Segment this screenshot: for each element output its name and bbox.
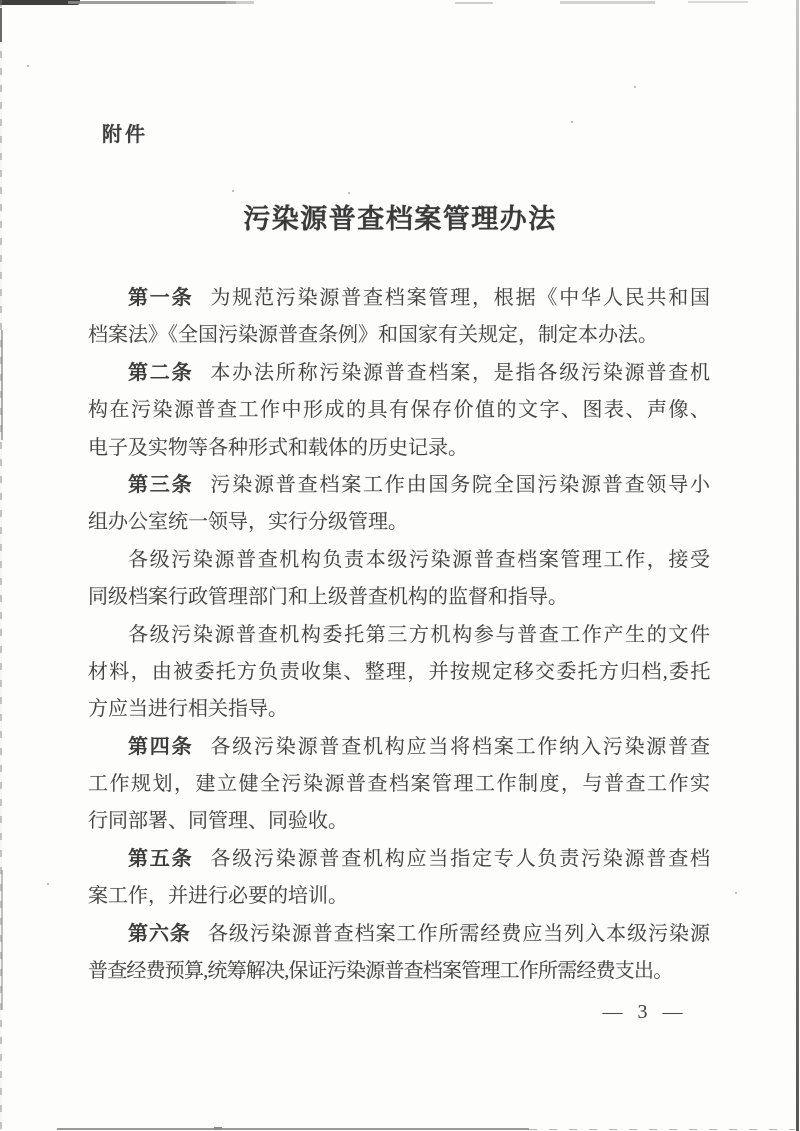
article-number: 第五条 (128, 847, 194, 870)
body-line-text: 本办法所称污染源普查档案，是指各级污染源普查机 (210, 361, 711, 384)
body-line (88, 803, 710, 840)
body-line (88, 617, 710, 654)
body-line (88, 953, 710, 990)
scan-artifact-top-edge (688, 1, 748, 3)
scan-artifact-left-edge (1, 870, 3, 1010)
dust-speck (735, 892, 737, 894)
dust-speck (634, 86, 636, 88)
body-line (88, 504, 710, 541)
body-line-text: 档案法》《全国污染源普查条例》和国家有关规定，制定本办法。 (88, 324, 658, 347)
body-line (88, 766, 710, 803)
attachment-label: 附件 (102, 124, 148, 146)
scan-artifact-top-edge (226, 1, 254, 4)
dust-speck (571, 121, 573, 123)
body-line-text: 普查经费预算,统筹解决,保证污染源普查档案管理工作所需经费支出。 (88, 960, 673, 983)
body-line (88, 430, 710, 467)
body-line-text: 污染源普查档案工作由国务院全国污染源普查领导小 (210, 473, 711, 496)
scan-artifact-top-edge (68, 1, 236, 4)
body-line-text: 各级污染源普查机构委托第三方机构参与普查工作产生的文件 (128, 623, 710, 646)
scan-artifact-bottom-edge (57, 1128, 529, 1130)
body-line-text: 构在污染源普查工作中形成的具有保存价值的文字、图表、声像、 (88, 399, 710, 422)
body-line (88, 841, 710, 878)
scan-artifact-bottom-edge (529, 1129, 795, 1131)
body-line (88, 317, 710, 354)
dust-speck (232, 190, 234, 192)
scan-artifact-left-edge (0, 0, 2, 1131)
article-number: 第四条 (128, 735, 194, 758)
body-line-text: 同级档案行政管理部门和上级普查机构的监督和指导。 (88, 586, 568, 609)
body-line (88, 654, 710, 691)
body-line (88, 542, 710, 579)
scan-artifact-left-edge (1, 330, 3, 440)
body-line-text: 各级污染源普查机构应当将档案工作纳入污染源普查 (210, 735, 711, 758)
scan-artifact-top-edge (0, 0, 80, 5)
article-number: 第二条 (128, 361, 194, 384)
scan-artifact-bottom-edge (214, 1127, 222, 1130)
body-line-text: 为规范污染源普查档案管理，根据《中华人民共和国 (210, 287, 711, 309)
body-line (88, 878, 710, 915)
scan-artifact-right-edge (796, 0, 799, 1131)
dust-speck (47, 883, 49, 885)
article-number: 第三条 (128, 473, 194, 496)
body-line-text: 方应当进行相关指导。 (88, 698, 288, 721)
article-number: 第六条 (128, 922, 191, 945)
scan-artifact-top-edge (560, 1, 655, 4)
body-line (88, 729, 710, 766)
body-line (88, 916, 710, 953)
body-line-text: 各级污染源普查机构负责本级污染源普查档案管理工作，接受 (128, 548, 710, 571)
scan-artifact-top-edge (455, 2, 493, 4)
document-body (88, 280, 710, 990)
body-line-text: 各级污染源普查档案工作所需经费应当列入本级污染源 (207, 922, 711, 945)
body-line-text: 工作规划，建立健全污染源普查档案管理工作制度，与普查工作实 (88, 773, 710, 796)
body-line (88, 691, 710, 728)
body-line-text: 材料，由被委托方负责收集、整理，并按规定移交委托方归档,委托 (88, 660, 710, 683)
body-line-text: 电子及实物等各种形式和载体的历史记录。 (88, 436, 468, 459)
body-line (88, 355, 710, 392)
dust-speck (27, 65, 29, 67)
body-line (88, 280, 710, 317)
body-line-text: 案工作，并进行必要的培训。 (88, 885, 348, 908)
article-number: 第一条 (128, 287, 194, 309)
scan-artifact-left-edge (0, 8, 2, 42)
body-line-text: 行同部署、同管理、同验收。 (88, 810, 348, 833)
body-line-text: 组办公室统一领导，实行分级管理。 (88, 511, 408, 534)
body-line (88, 467, 710, 504)
body-line (88, 579, 710, 616)
document-title: 污染源普查档案管理办法 (243, 204, 557, 234)
dust-speck (348, 192, 350, 194)
page-number: — 3 — (602, 1001, 688, 1023)
body-line (88, 392, 710, 429)
body-line-text: 各级污染源普查机构应当指定专人负责污染源普查档 (210, 847, 711, 870)
